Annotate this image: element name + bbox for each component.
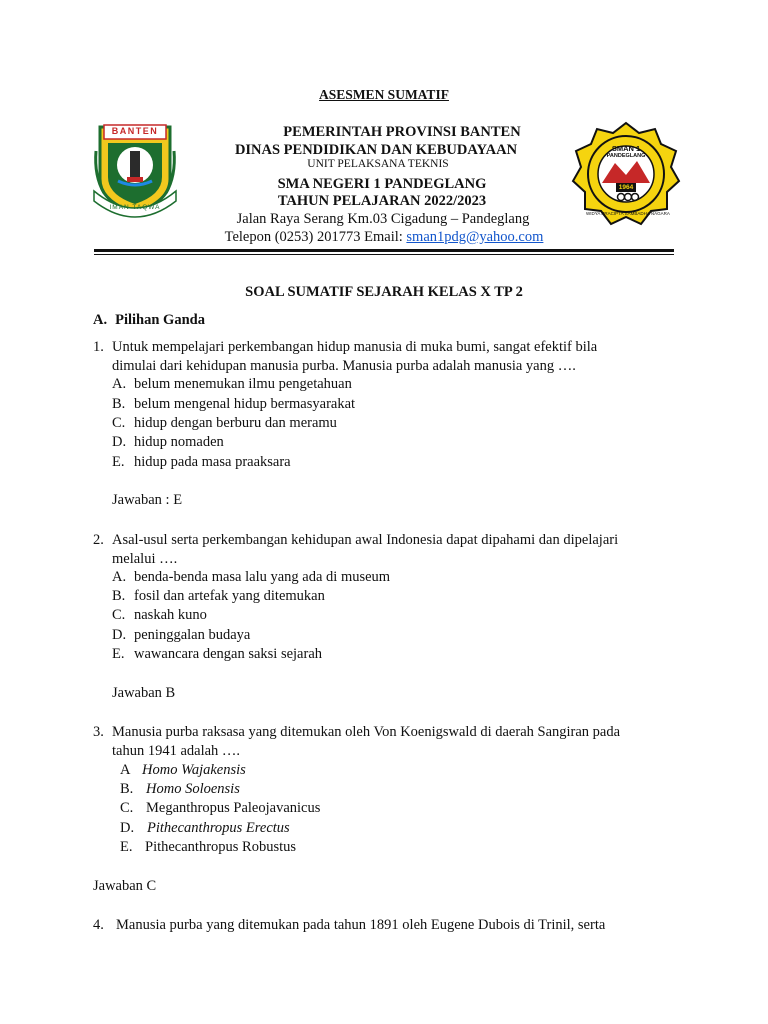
question-text	[112, 338, 597, 377]
option-letter: A.	[112, 376, 127, 392]
section-heading	[93, 312, 205, 329]
banten-logo-top-text: BANTEN	[111, 126, 159, 136]
option-letter: C.	[120, 800, 134, 816]
option-text: Meganthropus Paleojavanicus	[146, 800, 321, 816]
option-text: Pithecanthropus Robustus	[145, 839, 297, 855]
answer-key: Jawaban B	[112, 685, 176, 701]
question-text	[112, 723, 620, 762]
option-letter: A	[120, 762, 131, 778]
header-rule-thick	[94, 249, 674, 252]
academic-year-heading: TAHUN PELAJARAN 2022/2023	[277, 193, 487, 209]
banten-logo-bottom-text: IMAN TAQWA	[109, 204, 161, 211]
option-text: fosil dan artefak yang ditemukan	[134, 588, 325, 604]
unit-heading: UNIT PELAKSANA TEKNIS	[307, 158, 449, 170]
question-text-line: Manusia purba yang ditemukan pada tahun 1891 oleh Eugene Dubois di Trinil, serta	[116, 917, 606, 933]
question-2	[0, 531, 768, 571]
option-letter: E.	[120, 839, 133, 855]
option-text: wawancara dengan saksi sejarah	[134, 646, 323, 662]
government-heading: PEMERINTAH PROVINSI BANTEN	[283, 124, 521, 140]
email-link[interactable]: sman1pdg@yahoo.com	[406, 229, 544, 245]
answer-key: Jawaban C	[93, 878, 157, 894]
sman1-logo-year-text: 1964	[618, 184, 634, 191]
question-3	[0, 723, 768, 763]
option-text: Homo Soloensis	[146, 781, 240, 797]
option-text: Pithecanthropus Erectus	[147, 820, 290, 836]
address-line: Jalan Raya Serang Km.03 Cigadung – Pandeglang	[236, 211, 530, 227]
option-letter: C.	[112, 607, 126, 623]
option-letter: A.	[112, 569, 127, 585]
sman1-logo-motto-text: WIDYA PRACIPTA SAMBADHA NAGARA	[586, 211, 670, 216]
header-rule-thin	[94, 254, 674, 255]
school-heading: SMA NEGERI 1 PANDEGLANG	[277, 176, 487, 192]
question-text-line: tahun 1941 adalah ….	[112, 743, 241, 760]
question-number: 4.	[93, 917, 104, 933]
option-letter: D.	[120, 820, 135, 836]
section-label: Pilihan Ganda	[115, 312, 205, 328]
question-number: 2.	[93, 532, 104, 548]
contact-line	[0, 229, 768, 246]
question-text-line: dimulai dari kehidupan manusia purba. Manusia purba adalah manusia yang ….	[112, 358, 576, 375]
option-letter: B.	[112, 588, 126, 604]
department-heading: DINAS PENDIDIKAN DAN KEBUDAYAAN	[234, 142, 518, 158]
question-text-line: melalui ….	[112, 551, 178, 568]
section-letter: A.	[93, 312, 108, 328]
question-text-line: Untuk mempelajari perkembangan hidup manusia di muka bumi, sangat efektif bila	[112, 339, 598, 355]
option-text: hidup nomaden	[134, 434, 224, 450]
question-text-line: Manusia purba raksasa yang ditemukan oleh Von Koenigswald di daerah Sangiran pada	[112, 724, 621, 740]
sman1-logo-top-text: SMAN 1	[611, 144, 641, 153]
question-number: 3.	[93, 724, 104, 740]
option-text: hidup pada masa praaksara	[134, 454, 291, 470]
option-text: naskah kuno	[134, 607, 207, 623]
exam-title: SOAL SUMATIF SEJARAH KELAS X TP 2	[245, 284, 523, 300]
question-number: 1.	[93, 339, 104, 355]
option-letter: D.	[112, 627, 127, 643]
option-text: belum mengenal hidup bermasyarakat	[134, 396, 356, 412]
option-text: benda-benda masa lalu yang ada di museum	[134, 569, 391, 585]
option-letter: C.	[112, 415, 126, 431]
option-letter: B.	[120, 781, 134, 797]
option-text: belum menemukan ilmu pengetahuan	[134, 376, 352, 392]
option-letter: E.	[112, 454, 125, 470]
option-text: hidup dengan berburu dan meramu	[134, 415, 337, 431]
question-text-line: Asal-usul serta perkembangan kehidupan awal Indonesia dapat dipahami dan dipelajari	[112, 532, 619, 548]
option-letter: D.	[112, 434, 127, 450]
question-text	[116, 916, 605, 935]
option-text: Homo Wajakensis	[142, 762, 246, 778]
question-1	[0, 338, 768, 378]
option-letter: E.	[112, 646, 125, 662]
option-letter: B.	[112, 396, 126, 412]
document-type-title: ASESMEN SUMATIF	[319, 87, 449, 102]
question-4	[0, 916, 768, 936]
answer-key: Jawaban : E	[112, 492, 183, 508]
question-text	[112, 531, 618, 570]
sman1-logo-sub-text: PANDEGLANG	[606, 153, 646, 159]
phone-text: Telepon (0253) 201773 Email:	[224, 229, 407, 245]
option-text: peninggalan budaya	[134, 627, 251, 643]
